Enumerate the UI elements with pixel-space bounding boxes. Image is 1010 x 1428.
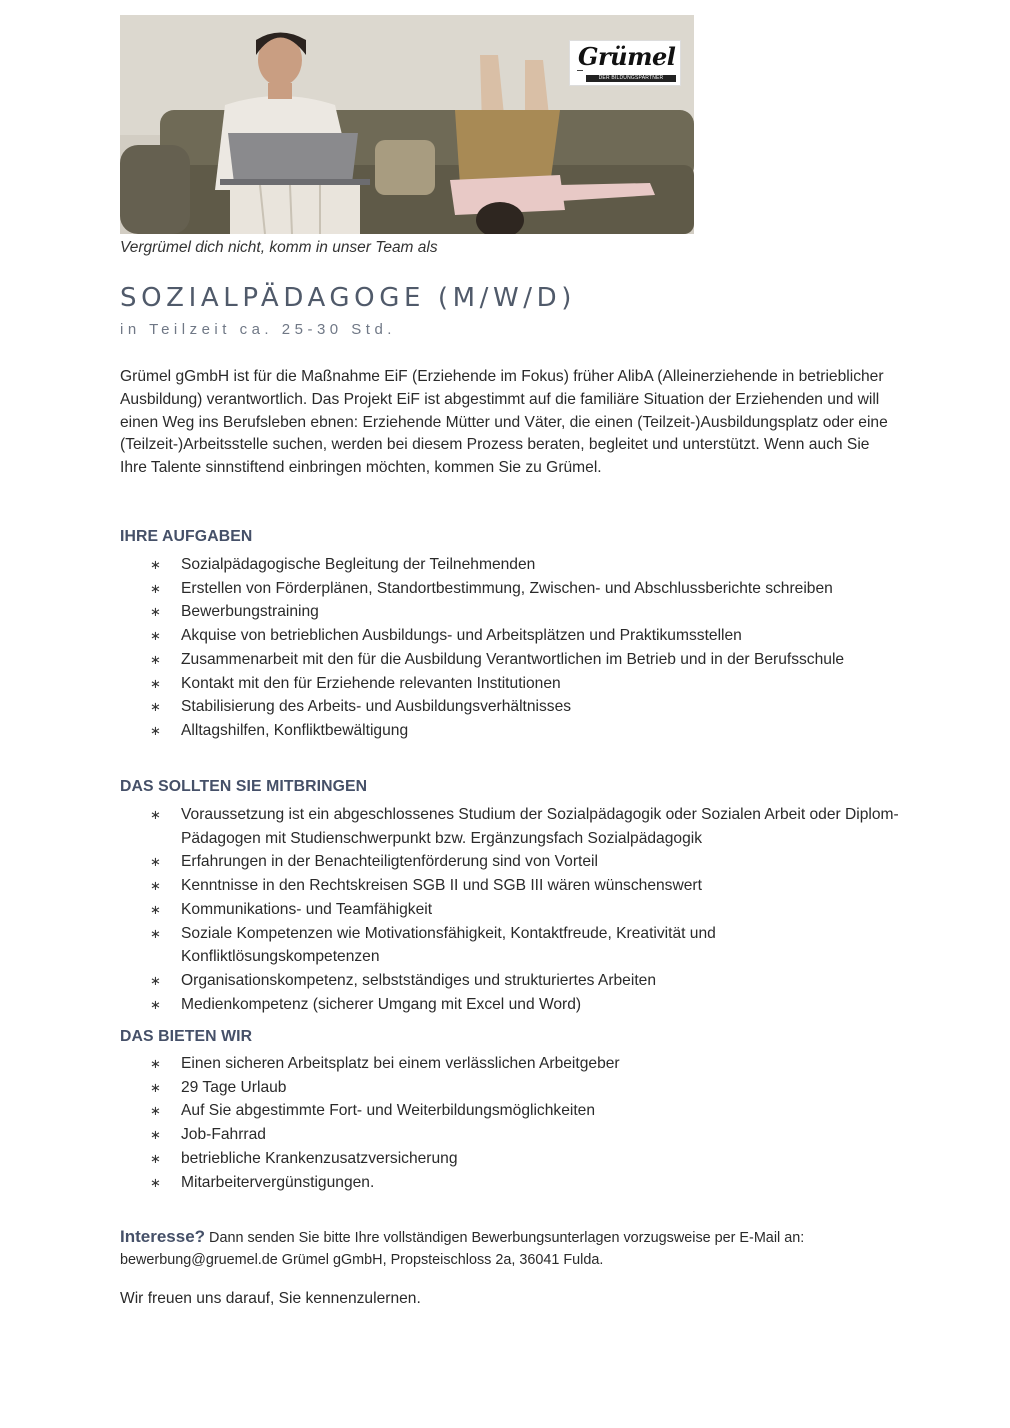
bullet-star-icon: ∗ — [150, 699, 161, 715]
list-item — [120, 1076, 910, 1100]
bullet-star-icon: ∗ — [150, 1056, 161, 1071]
gruemel-logo — [569, 40, 681, 86]
bullet-star-icon: ∗ — [150, 878, 161, 894]
bullet-star-icon: ∗ — [150, 651, 161, 667]
tagline: Vergrümel dich nicht, komm in unser Team als — [120, 239, 438, 256]
list-item-text: betriebliche Krankenzusatzversicherung — [181, 1149, 458, 1167]
list-item-text: Kontakt mit den für Erziehende relevanten Institutionen — [181, 674, 561, 692]
bullet-star-icon: ∗ — [150, 972, 161, 988]
list-item — [120, 1052, 910, 1076]
list-item — [120, 695, 910, 719]
list-item — [120, 993, 910, 1017]
list-item-text: Organisationskompetenz, selbstständiges und strukturiertes Arbeiten — [181, 971, 656, 989]
list-item — [120, 624, 910, 648]
list-item — [120, 898, 910, 922]
bullet-star-icon: ∗ — [150, 1174, 161, 1190]
list-item-text: Erfahrungen in der Benachteiligtenförderung sind von Vorteil — [181, 853, 598, 871]
list-item-text: Medienkompetenz (sicherer Umgang mit Excel und Word) — [181, 995, 582, 1013]
bullet-star-icon: ∗ — [150, 807, 161, 822]
bullet-star-icon: ∗ — [150, 628, 161, 644]
list-item — [120, 600, 910, 624]
logo-slogan: DER BILDUNGSPARTNER — [598, 75, 664, 81]
list-item — [120, 922, 910, 969]
bullet-star-icon: ∗ — [150, 1103, 161, 1119]
intro-paragraph: Grümel gGmbH ist für die Maßnahme EiF (Erziehende im Fokus) früher AlibA (Alleinerziehende in betrieblicher Ausbildung) verantwortlich. Das Projekt EiF ist abgestimmt auf die familiäre Situation der Erziehenden und will einen Weg ins Berufsleben ebnen: Erziehende Mütter und Väter, die einen (Teilzeit-)Ausbildungsplatz oder eine (Teilzeit-)Arbeitsstelle suchen, werden bei diesem Prozess beraten, begleitet und unterstützt. Wenn auch Sie Ihre Talente sinnstiftend einbringen möchten, kommen Sie zu Grümel. — [120, 368, 888, 477]
bullet-star-icon: ∗ — [150, 854, 161, 870]
list-item — [120, 1099, 910, 1123]
bullet-star-icon: ∗ — [150, 996, 161, 1012]
list-item-text: Kenntnisse in den Rechtskreisen SGB II und SGB III wären wünschenswert — [181, 877, 702, 895]
list-item — [120, 1147, 910, 1171]
bullet-star-icon: ∗ — [150, 722, 161, 738]
list-aufgaben — [120, 553, 910, 743]
list-item-text: Sozialpädagogische Begleitung der Teilnehmenden — [181, 556, 536, 573]
bullet-star-icon: ∗ — [150, 925, 161, 941]
list-item — [120, 1123, 910, 1147]
list-item — [120, 648, 910, 672]
bullet-star-icon: ∗ — [150, 1127, 161, 1143]
list-item-text: Mitarbeitervergünstigungen. — [181, 1173, 375, 1191]
list-item — [120, 874, 910, 898]
list-mitbringen — [120, 803, 910, 1016]
bullet-star-icon: ∗ — [150, 1079, 161, 1095]
logo-wordmark: Grümel — [578, 42, 676, 71]
list-item-text: Soziale Kompetenzen wie Motivationsfähigkeit, Kontaktfreude, Kreativität und Konfliktlösungskompetenzen — [181, 924, 716, 966]
list-item-text: Alltagshilfen, Konfliktbewältigung — [181, 721, 409, 739]
job-subtitle: in Teilzeit ca. 25-30 Std. — [120, 321, 396, 338]
list-item — [120, 850, 910, 874]
hero-photo — [120, 15, 694, 234]
closing-line: Wir freuen uns darauf, Sie kennenzulernen. — [120, 1290, 421, 1307]
list-item-text: Auf Sie abgestimmte Fort- und Weiterbildungsmöglichkeiten — [181, 1102, 596, 1120]
list-item — [120, 577, 910, 601]
list-item — [120, 1171, 910, 1195]
bullet-star-icon: ∗ — [150, 1150, 161, 1166]
list-item-text: Stabilisierung des Arbeits- und Ausbildungsverhältnisses — [181, 698, 572, 716]
list-item-text: Kommunikations- und Teamfähigkeit — [181, 900, 433, 918]
list-item-text: Erstellen von Förderplänen, Standortbestimmung, Zwischen- und Abschlussberichte schreiben — [181, 579, 833, 597]
bullet-star-icon: ∗ — [150, 557, 161, 572]
list-item — [120, 719, 910, 743]
bullet-star-icon: ∗ — [150, 901, 161, 917]
list-item-text: 29 Tage Urlaub — [181, 1078, 287, 1096]
contact-address: Grümel gGmbH, Propsteischloss 2a, 36041 Fulda. — [277, 1252, 604, 1268]
list-item-text: Bewerbungstraining — [181, 603, 319, 621]
list-item-text: Einen sicheren Arbeitsplatz bei einem verlässlichen Arbeitgeber — [181, 1055, 620, 1072]
bullet-star-icon: ∗ — [150, 675, 161, 691]
contact-email[interactable]: bewerbung@gruemel.de — [120, 1252, 278, 1268]
section-heading-aufgaben: IHRE AUFGABEN — [120, 528, 253, 545]
contact-text: Dann senden Sie bitte Ihre vollständigen Bewerbungsunterlagen vorzugsweise per E-Mail an: — [205, 1230, 805, 1246]
list-item — [120, 553, 910, 577]
interest-label: Interesse? — [120, 1227, 206, 1246]
job-title: SOZIALPÄDAGOGE (M/W/D) — [120, 283, 577, 313]
list-item — [120, 969, 910, 993]
list-item-text: Job-Fahrrad — [181, 1126, 266, 1144]
list-item-text: Akquise von betrieblichen Ausbildungs- und Arbeitsplätzen und Praktikumsstellen — [181, 627, 742, 645]
list-item — [120, 672, 910, 696]
bullet-star-icon: ∗ — [150, 604, 161, 620]
bullet-star-icon: ∗ — [150, 580, 161, 596]
list-bieten — [120, 1052, 910, 1194]
list-item — [120, 803, 910, 850]
list-item-text: Zusammenarbeit mit den für die Ausbildung Verantwortlichen im Betrieb und in der Berufsschule — [181, 650, 845, 668]
contact-paragraph — [120, 1226, 910, 1271]
section-heading-bieten: DAS BIETEN WIR — [120, 1028, 253, 1045]
section-heading-mitbringen: DAS SOLLTEN SIE MITBRINGEN — [120, 778, 368, 795]
list-item-text: Voraussetzung ist ein abgeschlossenes Studium der Sozialpädagogik oder Sozialen Arbeit oder Diplom-Pädagogen mit Studienschwerpunkt bzw. Ergänzungsfach Sozialpädagogik — [181, 806, 899, 847]
